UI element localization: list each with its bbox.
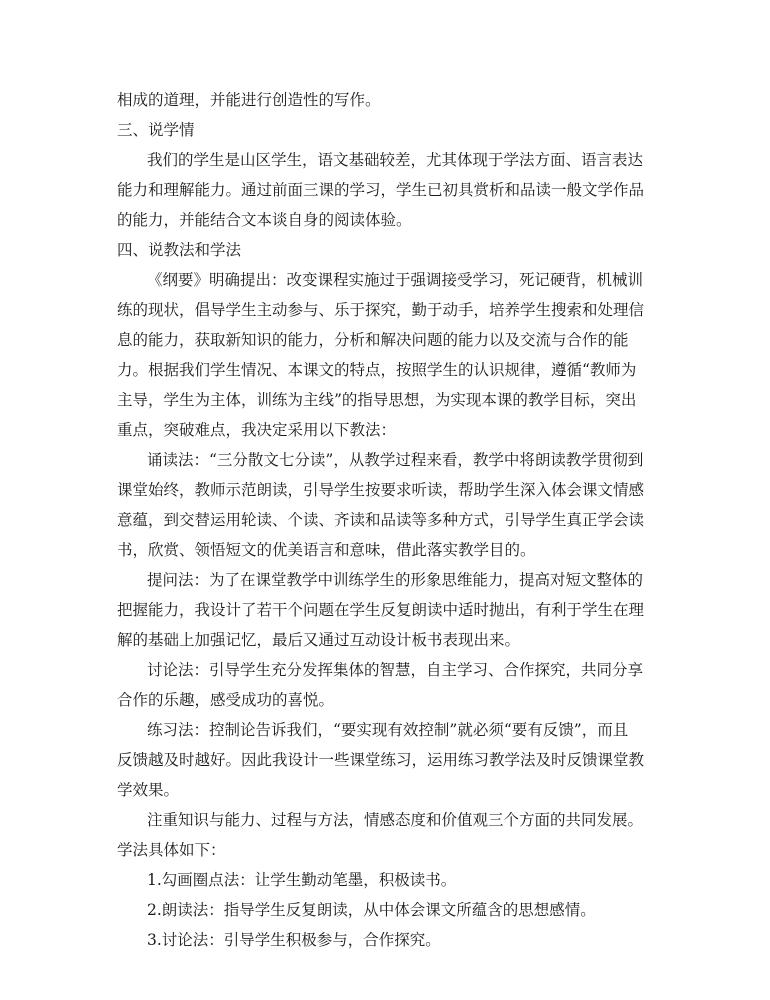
- text-line: 解的基础上加强记忆，最后又通过互动设计板书表现出来。: [117, 631, 521, 649]
- text-line: 把握能力，我设计了若干个问题在学生反复朗读中适时抛出，有利于学生在理: [117, 601, 645, 619]
- text-line: 练习法：控制论告诉我们，“要实现有效控制”就必须“要有反馈”，而且: [147, 721, 629, 739]
- text-line: 书，欣赏、领悟短文的优美语言和意味，借此落实教学目的。: [117, 541, 536, 559]
- text-line: 意蕴，到交替运用轮读、个读、齐读和品读等多种方式，引导学生真正学会读: [117, 511, 645, 529]
- text-line: 讨论法：引导学生充分发挥集体的智慧，自主学习、合作探究，共同分享: [147, 661, 644, 679]
- list-item: 3.讨论法：引导学生积极参与，合作探究。: [147, 931, 441, 949]
- text-line: 相成的道理，并能进行创造性的写作。: [117, 91, 381, 109]
- text-line: 力。根据我们学生情况、本课文的特点，按照学生的认识规律，遵循“教师为: [117, 361, 637, 379]
- text-line: 注重知识与能力、过程与方法，情感态度和价值观三个方面的共同发展。: [147, 811, 644, 829]
- list-item: 1.勾画圈点法：让学生勤动笔墨，积极读书。: [147, 871, 457, 889]
- text-line: 重点，突破难点，我决定采用以下教法：: [117, 421, 397, 439]
- text-line: 提问法：为了在课堂教学中训练学生的形象思维能力，提高对短文整体的: [147, 571, 644, 589]
- text-line: 学法具体如下：: [117, 841, 226, 859]
- text-line: 主导，学生为主体，训练为主线”的指导思想，为实现本课的教学目标，突出: [117, 391, 637, 409]
- text-line: 的能力，并能结合文本谈自身的阅读体验。: [117, 211, 412, 229]
- text-line: 能力和理解能力。通过前面三课的学习，学生已初具赏析和品读一般文学作品: [117, 181, 645, 199]
- text-line: 合作的乐趣，感受成功的喜悦。: [117, 691, 335, 709]
- text-line: 诵读法：“三分散文七分读”，从教学过程来看，教学中将朗读教学贯彻到: [147, 451, 644, 469]
- text-line: 学效果。: [117, 781, 180, 799]
- text-line: 课堂始终，教师示范朗读，引导学生按要求听读，帮助学生深入体会课文情感: [117, 481, 645, 499]
- text-line: 我们的学生是山区学生，语文基础较差，尤其体现于学法方面、语言表达: [147, 151, 644, 169]
- text-line: 《纲要》明确提出：改变课程实施过于强调接受学习，死记硬背，机械训: [147, 271, 644, 289]
- section-heading: 四、说教法和学法: [117, 241, 242, 259]
- list-item: 2.朗读法：指导学生反复朗读，从中体会课文所蕴含的思想感情。: [147, 901, 596, 919]
- text-line: 息的能力，获取新知识的能力，分析和解决问题的能力以及交流与合作的能: [117, 331, 629, 349]
- text-line: 反馈越及时越好。因此我设计一些课堂练习，运用练习教学法及时反馈课堂教: [117, 751, 645, 769]
- text-line: 练的现状，倡导学生主动参与、乐于探究，勤于动手，培养学生搜索和处理信: [117, 301, 645, 319]
- section-heading: 三、说学情: [117, 121, 195, 139]
